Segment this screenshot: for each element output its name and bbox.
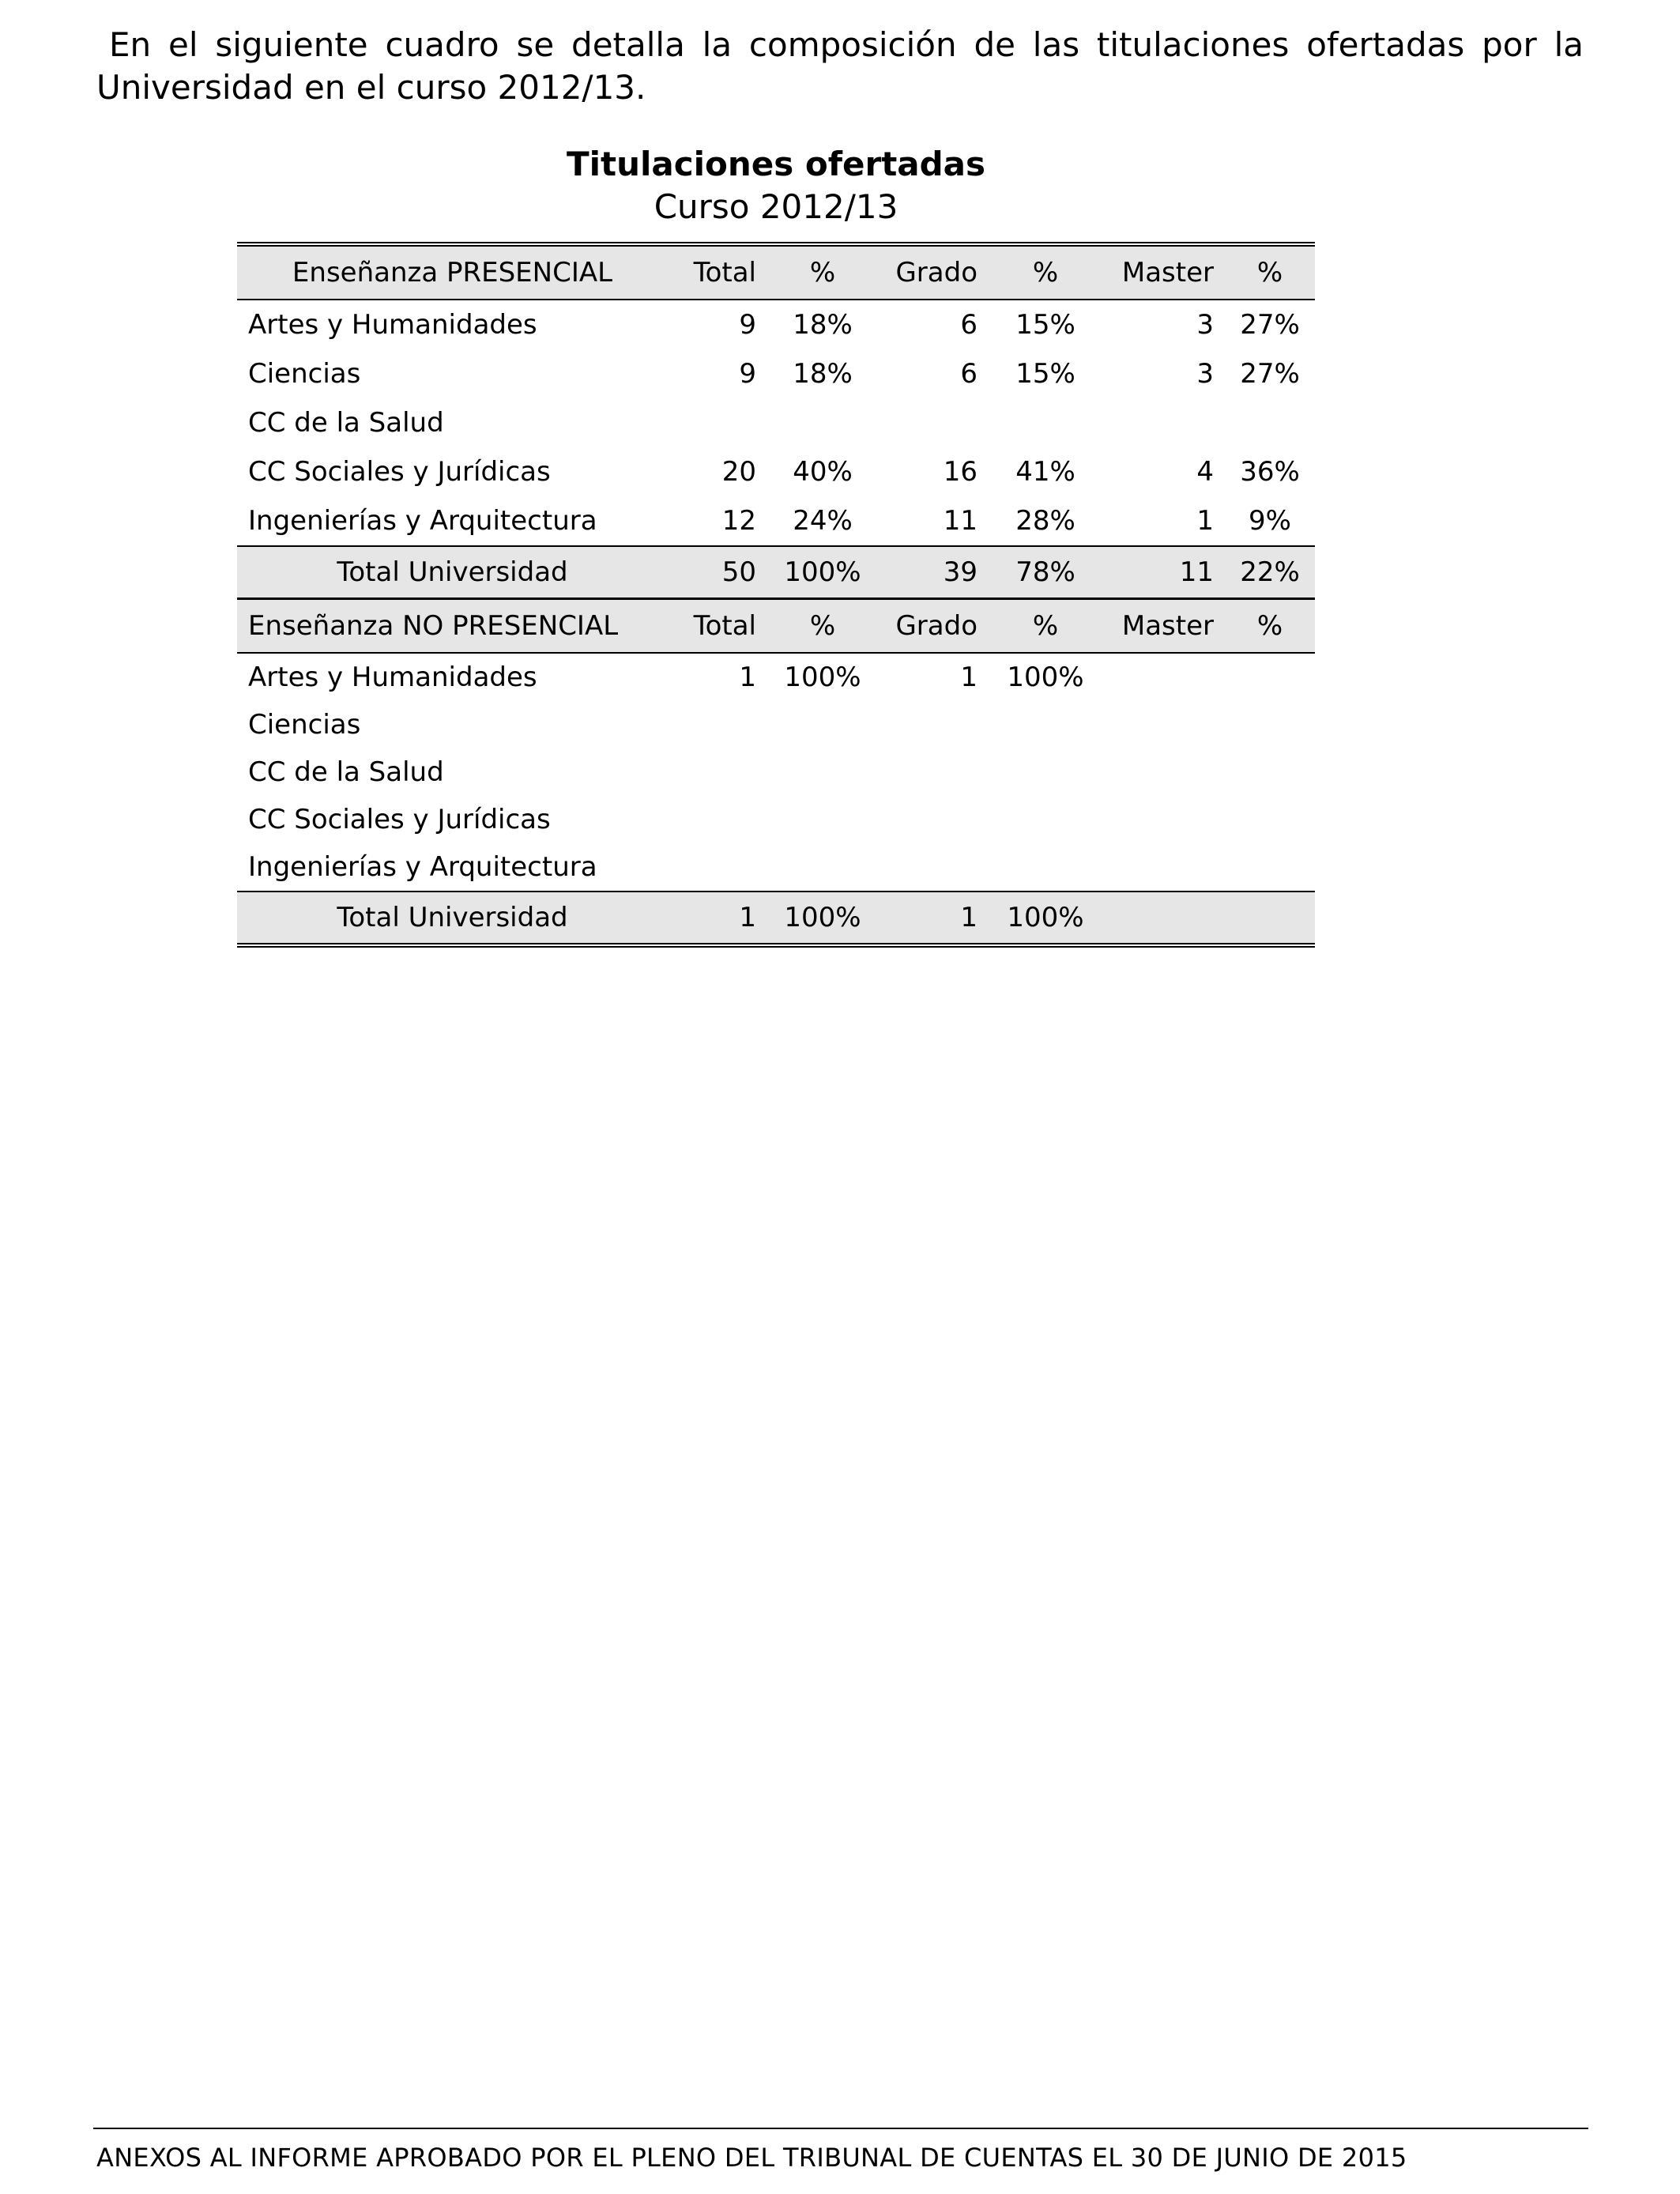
header-section-no-presencial: Enseñanza NO PRESENCIAL bbox=[237, 599, 668, 654]
table-row bbox=[237, 653, 1315, 701]
total-grado-pct: 78% bbox=[989, 546, 1102, 599]
row-grado: 1 bbox=[960, 662, 977, 693]
row-total-pct bbox=[767, 748, 878, 796]
no-presencial-header-row bbox=[237, 599, 1315, 654]
header-total: Total bbox=[668, 599, 767, 654]
row-master bbox=[1102, 796, 1225, 843]
row-total: 12 bbox=[721, 505, 756, 537]
row-total bbox=[668, 748, 767, 796]
row-grado bbox=[878, 748, 989, 796]
row-grado: 6 bbox=[960, 358, 977, 390]
row-grado-pct bbox=[989, 843, 1102, 892]
total-master-pct bbox=[1225, 892, 1315, 945]
row-grado bbox=[878, 701, 989, 748]
row-grado: 11 bbox=[943, 505, 977, 537]
header-total: Total bbox=[668, 244, 767, 300]
row-area: CC Sociales y Jurídicas bbox=[248, 804, 551, 835]
total-total-pct: 100% bbox=[767, 892, 878, 945]
total-master bbox=[1102, 892, 1225, 945]
row-total-pct bbox=[767, 796, 878, 843]
row-grado-pct: 28% bbox=[1015, 505, 1075, 537]
row-master-pct bbox=[1225, 398, 1315, 447]
row-master bbox=[1102, 653, 1225, 701]
row-total: 1 bbox=[739, 662, 756, 693]
table-row bbox=[237, 349, 1315, 398]
row-total: 9 bbox=[739, 309, 756, 341]
table-row bbox=[237, 300, 1315, 349]
row-master-pct bbox=[1225, 748, 1315, 796]
total-label: Total Universidad bbox=[237, 892, 668, 945]
table-row bbox=[237, 496, 1315, 546]
total-label: Total Universidad bbox=[237, 546, 668, 599]
row-total: 20 bbox=[721, 456, 756, 488]
total-total: 50 bbox=[668, 546, 767, 599]
row-total-pct bbox=[767, 701, 878, 748]
row-area: Ingenierías y Arquitectura bbox=[248, 851, 597, 883]
row-area: Ciencias bbox=[248, 709, 361, 741]
header-master-pct: % bbox=[1225, 599, 1315, 654]
header-section-presencial: Enseñanza PRESENCIAL bbox=[237, 244, 668, 300]
row-grado-pct bbox=[989, 701, 1102, 748]
header-master-pct: % bbox=[1225, 244, 1315, 300]
table-row bbox=[237, 701, 1315, 748]
total-grado: 1 bbox=[878, 892, 989, 945]
header-master: Master bbox=[1102, 244, 1225, 300]
row-area: Artes y Humanidades bbox=[248, 662, 537, 693]
table-row bbox=[237, 796, 1315, 843]
row-grado bbox=[878, 843, 989, 892]
row-master-pct bbox=[1225, 701, 1315, 748]
row-grado: 16 bbox=[943, 456, 977, 488]
row-area: Ciencias bbox=[248, 358, 361, 390]
row-total bbox=[668, 843, 767, 892]
total-total: 1 bbox=[668, 892, 767, 945]
row-master: 3 bbox=[1196, 309, 1214, 341]
total-master-pct: 22% bbox=[1225, 546, 1315, 599]
total-total-pct: 100% bbox=[767, 546, 878, 599]
row-master bbox=[1102, 398, 1225, 447]
row-grado-pct: 100% bbox=[1007, 662, 1084, 693]
row-master bbox=[1102, 701, 1225, 748]
row-total-pct bbox=[767, 398, 878, 447]
row-grado-pct bbox=[989, 796, 1102, 843]
row-grado-pct bbox=[989, 748, 1102, 796]
row-master-pct: 9% bbox=[1249, 505, 1291, 537]
row-area: Artes y Humanidades bbox=[248, 309, 537, 341]
header-master: Master bbox=[1102, 599, 1225, 654]
table-title: Titulaciones ofertadas bbox=[566, 145, 986, 183]
header-grado-pct: % bbox=[989, 599, 1102, 654]
table-row bbox=[237, 447, 1315, 496]
table-row bbox=[237, 748, 1315, 796]
page-footer: ANEXOS AL INFORME APROBADO POR EL PLENO DEL TRIBUNAL DE CUENTAS EL 30 DE JUNIO DE 2015 bbox=[96, 2143, 1407, 2173]
row-grado bbox=[878, 398, 989, 447]
total-row-no-presencial bbox=[237, 892, 1315, 945]
row-total-pct: 24% bbox=[793, 505, 853, 537]
row-master: 4 bbox=[1196, 456, 1214, 488]
row-master bbox=[1102, 748, 1225, 796]
titulaciones-table bbox=[237, 242, 1315, 948]
row-area: CC de la Salud bbox=[248, 407, 444, 439]
row-area: CC de la Salud bbox=[248, 756, 444, 788]
header-total-pct: % bbox=[767, 599, 878, 654]
row-grado-pct: 41% bbox=[1015, 456, 1075, 488]
row-grado-pct: 15% bbox=[1015, 358, 1075, 390]
row-grado: 6 bbox=[960, 309, 977, 341]
row-master-pct bbox=[1225, 653, 1315, 701]
total-grado: 39 bbox=[878, 546, 989, 599]
row-total-pct: 40% bbox=[793, 456, 853, 488]
table-row bbox=[237, 398, 1315, 447]
table-subtitle: Curso 2012/13 bbox=[654, 187, 898, 226]
row-area: Ingenierías y Arquitectura bbox=[248, 505, 597, 537]
row-master-pct bbox=[1225, 843, 1315, 892]
total-row-presencial bbox=[237, 546, 1315, 599]
row-master: 1 bbox=[1196, 505, 1214, 537]
header-total-pct: % bbox=[767, 244, 878, 300]
row-master-pct bbox=[1225, 796, 1315, 843]
header-grado: Grado bbox=[878, 244, 989, 300]
footer-divider bbox=[93, 2128, 1588, 2129]
total-grado-pct: 100% bbox=[989, 892, 1102, 945]
header-grado: Grado bbox=[878, 599, 989, 654]
row-master: 3 bbox=[1196, 358, 1214, 390]
row-grado-pct: 15% bbox=[1015, 309, 1075, 341]
table-row bbox=[237, 843, 1315, 892]
row-grado bbox=[878, 796, 989, 843]
header-grado-pct: % bbox=[989, 244, 1102, 300]
row-master bbox=[1102, 843, 1225, 892]
row-total: 9 bbox=[739, 358, 756, 390]
row-grado-pct bbox=[989, 398, 1102, 447]
row-total-pct: 18% bbox=[793, 358, 853, 390]
row-master-pct: 27% bbox=[1240, 358, 1300, 390]
presencial-header-row bbox=[237, 244, 1315, 300]
row-total-pct bbox=[767, 843, 878, 892]
row-master-pct: 27% bbox=[1240, 309, 1300, 341]
total-master: 11 bbox=[1102, 546, 1225, 599]
row-master-pct: 36% bbox=[1240, 456, 1300, 488]
row-total bbox=[668, 398, 767, 447]
row-total bbox=[668, 701, 767, 748]
row-total-pct: 18% bbox=[793, 309, 853, 341]
row-total-pct: 100% bbox=[784, 662, 861, 693]
row-area: CC Sociales y Jurídicas bbox=[248, 456, 551, 488]
intro-paragraph: En el siguiente cuadro se detalla la composición de las titulaciones ofertadas por la Universidad en el curso 2012/13. bbox=[96, 25, 1584, 107]
row-total bbox=[668, 796, 767, 843]
